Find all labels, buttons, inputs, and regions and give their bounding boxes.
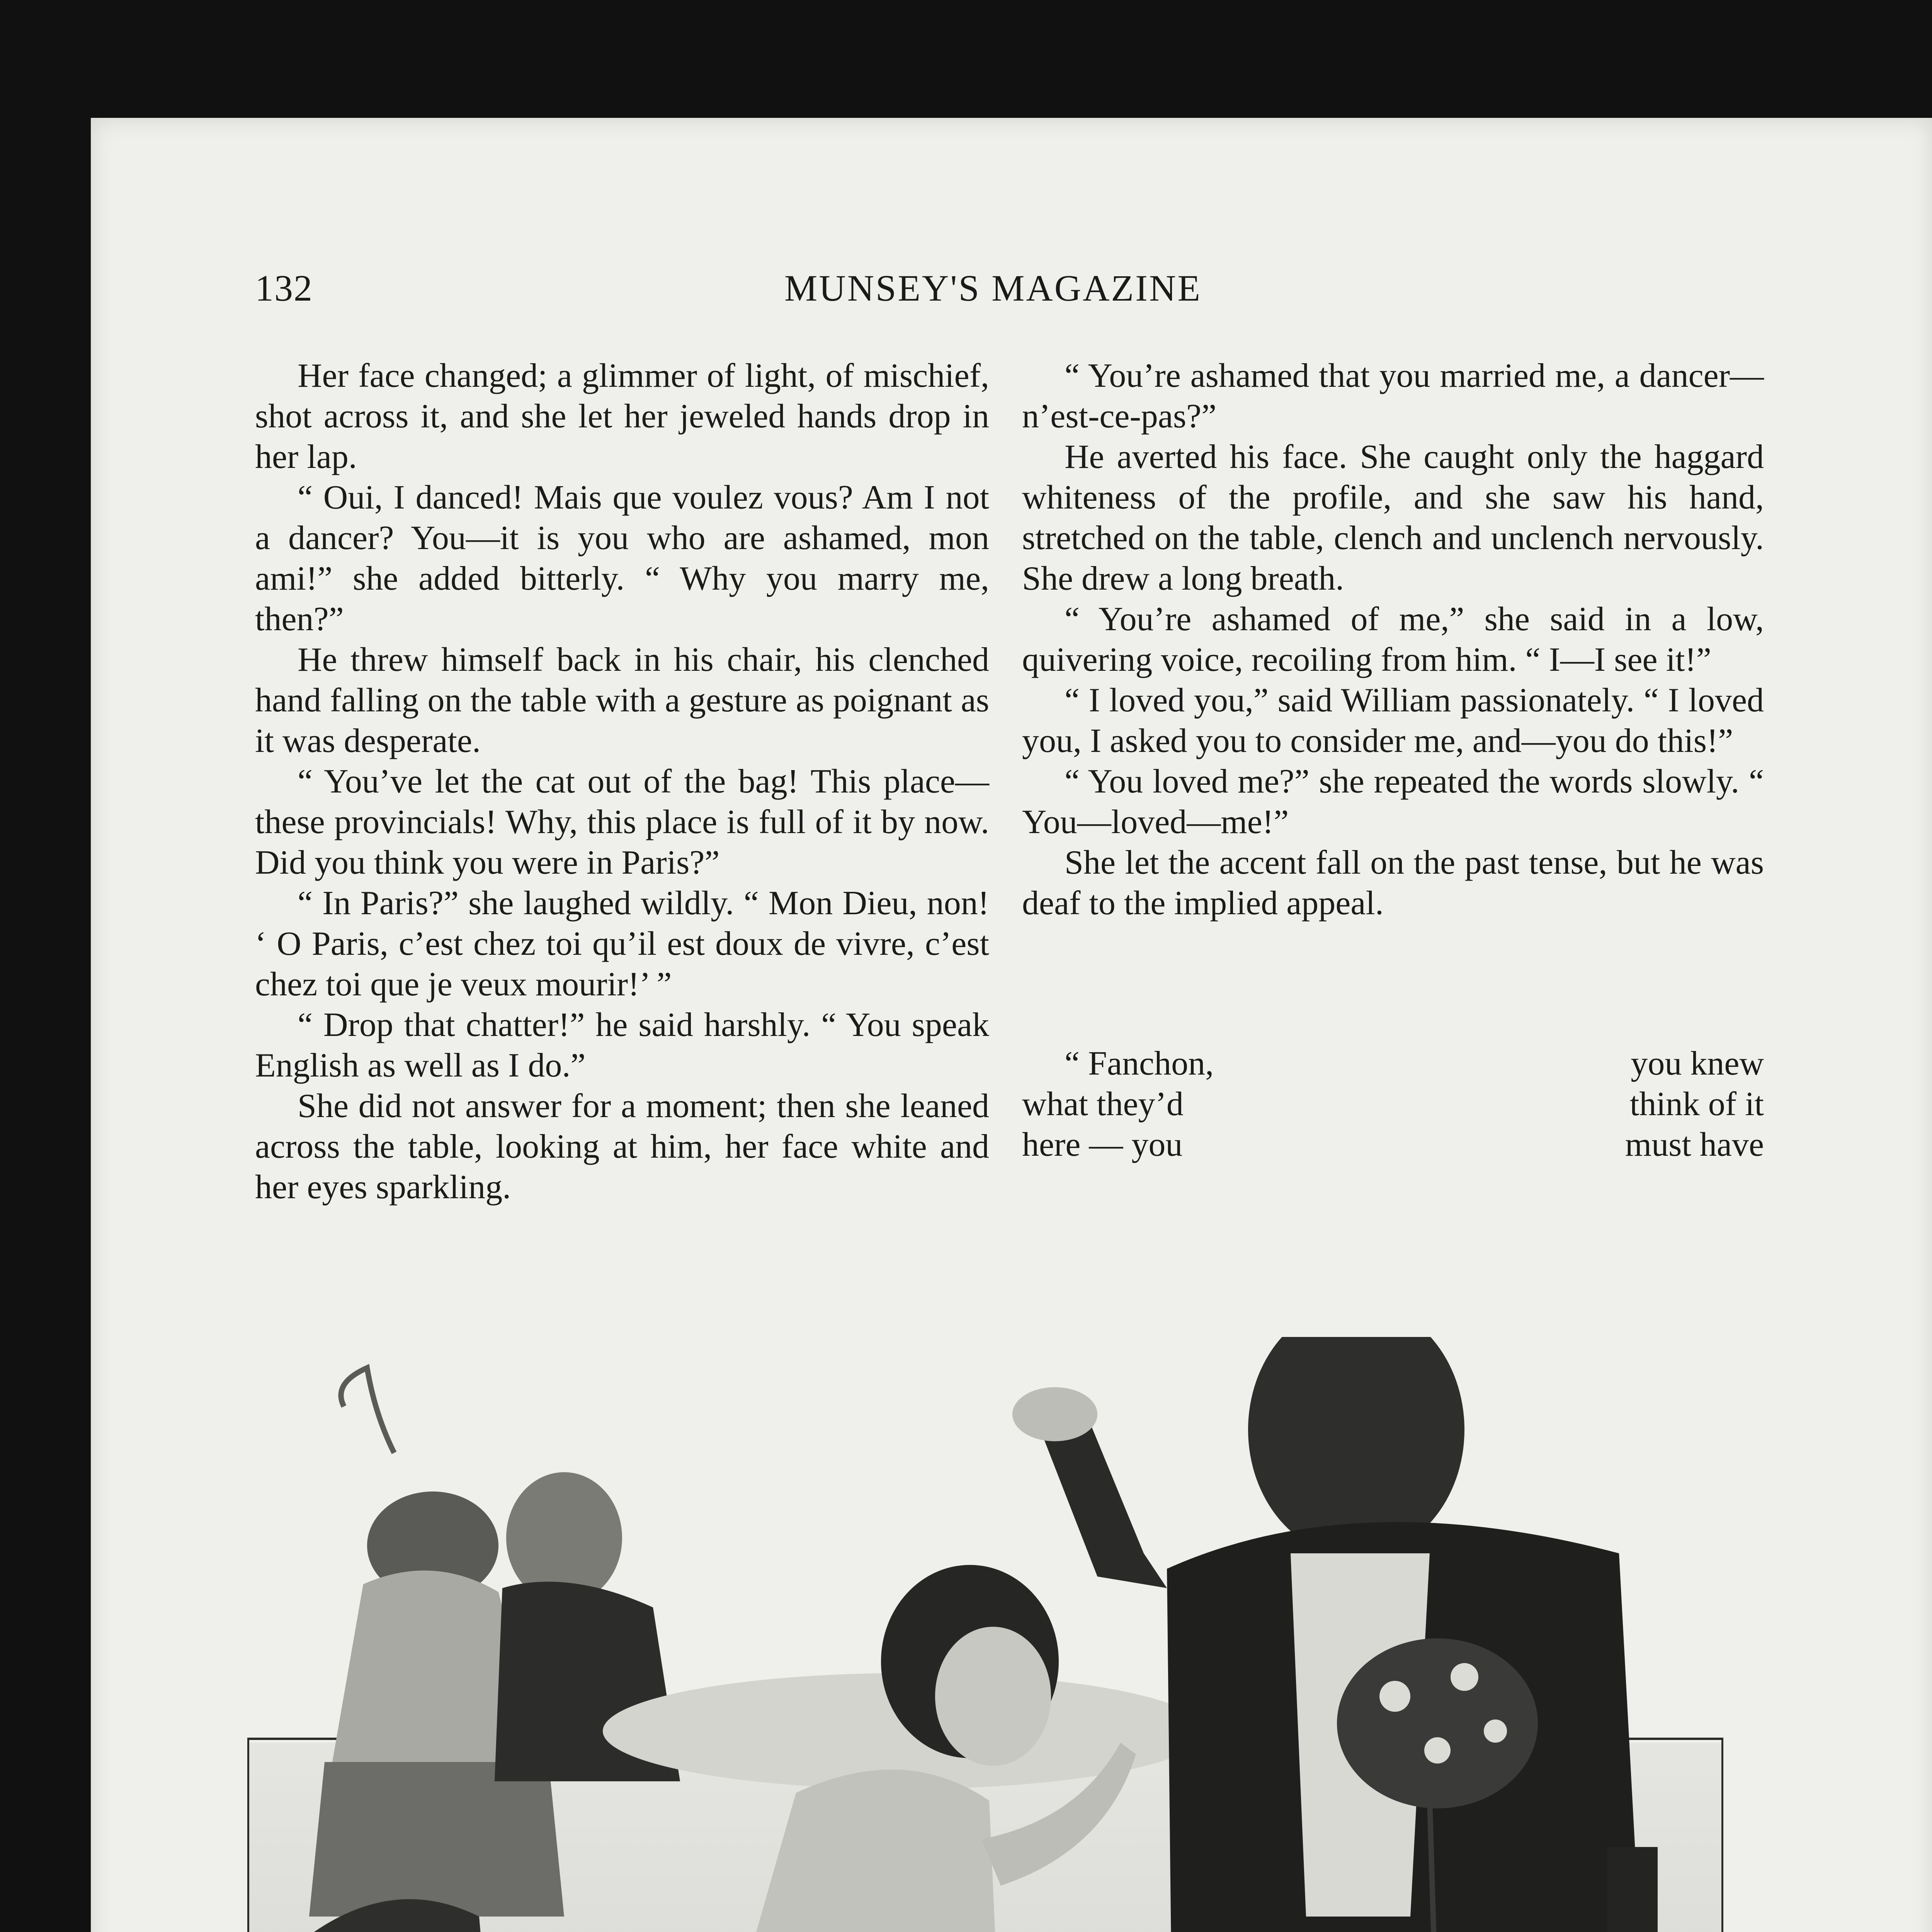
wrapped-line-right: think of it (1629, 1085, 1764, 1123)
wrapped-line (1022, 1124, 1764, 1165)
left-column (255, 355, 989, 1208)
wrapped-line (1022, 1084, 1764, 1124)
paragraph: “ You loved me?” she repeated the words slowly. “ You—loved—me!” (1022, 763, 1764, 841)
paragraph: “ You’ve let the cat out of the bag! This place—these provincials! Why, this place is full of it by now. Did you think you were in Paris?” (255, 763, 989, 881)
wrapped-line-right: must have (1625, 1126, 1764, 1163)
wrapped-line (1022, 1043, 1764, 1084)
running-head (255, 267, 1754, 325)
flower-arrangement (1337, 1638, 1538, 1808)
right-column-wrapped-text (1022, 1043, 1764, 1165)
wrapped-line-right: you knew (1631, 1045, 1764, 1082)
wrapped-line-left: “ Fanchon, (1065, 1045, 1214, 1082)
right-column (1022, 355, 1764, 923)
wrapped-line-left: here — you (1022, 1126, 1183, 1163)
paragraph: “ Oui, I danced! Mais que voulez vous? Am I not a dancer? You—it is you who are ashamed, mon ami!” she added bitterly. “ Why you marry me, then?” (255, 479, 989, 638)
paragraph: “ I loved you,” said William passionately. “ I loved you, I asked you to consider me, and—you do this!” (1022, 682, 1764, 760)
paragraph: She did not answer for a moment; then she leaned across the table, looking at him, her face white and her eyes sparkling. (255, 1087, 989, 1206)
paragraph: She let the accent fall on the past tense, but he was deaf to the implied appeal. (1022, 844, 1764, 922)
paragraph: “ In Paris?” she laughed wildly. “ Mon Dieu, non! ‘ O Paris, c’est chez toi qu’il est doux de vivre, c’est chez toi que je veux mourir!’ ” (255, 884, 989, 1003)
paragraph: “ You’re ashamed of me,” she said in a low, quivering voice, recoiling from him. “ I—I see it!” (1022, 600, 1764, 679)
page-number: 132 (255, 267, 313, 309)
magazine-title: MUNSEY'S MAGAZINE (784, 267, 1202, 309)
paragraph: He averted his face. She caught only the haggard whiteness of the profile, and she saw his hand, stretched on the table, clench and unclench nervously. She drew a long breath. (1022, 438, 1764, 597)
paragraph: Her face changed; a glimmer of light, of mischief, shot across it, and she let her jeweled hands drop in her lap. (255, 357, 989, 476)
paragraph: “ You’re ashamed that you married me, a dancer—n’est-ce-pas?” (1022, 357, 1764, 435)
paragraph: “ Drop that chatter!” he said harshly. “ You speak English as well as I do.” (255, 1006, 989, 1084)
wrapped-line-left: what they’d (1022, 1085, 1184, 1123)
paragraph: He threw himself back in his chair, his clenched hand falling on the table with a gesture as poignant as it was desperate. (255, 641, 989, 760)
restaurant-illustration (247, 1337, 1723, 1932)
